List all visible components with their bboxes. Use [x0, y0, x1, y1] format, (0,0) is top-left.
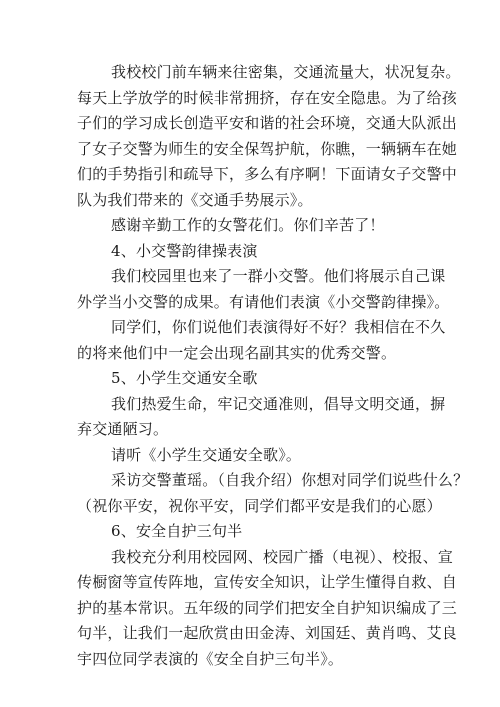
text-line: 传橱窗等宣传阵地，宣传安全知识，让学生懂得自救、自 — [77, 573, 458, 591]
text-line: 我校充分利用校园网、校园广播（电视）、校报、宣 — [111, 547, 454, 566]
text-line: 5、小学生交通安全歌 — [111, 369, 258, 387]
text-line: 请听《小学生交通安全歌》。 — [111, 445, 302, 464]
text-line: 6、安全自护三句半 — [111, 522, 243, 540]
text-line: 护的基本常识。五年级的同学们把安全自护知识编成了三 — [77, 598, 458, 617]
text-line: 弃交通陋习。 — [77, 420, 169, 438]
text-line: 宇四位同学表演的《安全自护三句半》。 — [77, 649, 344, 668]
text-line: 的将来他们中一定会出现名副其实的优秀交警。 — [77, 343, 397, 362]
text-line: 感谢辛勤工作的女警花们。你们辛苦了！ — [111, 216, 385, 234]
text-line: （祝你平安，祝你平安，同学们都平安是我们的心愿） — [77, 496, 442, 515]
text-line: 们的手势指引和疏导下，多么有序啊！下面请女子交警中 — [77, 165, 458, 183]
text-line: 子们的学习成长创造平安和谐的社会环境，交通大队派出 — [77, 114, 458, 132]
text-line: 采访交警董瑶。（自我介绍）你想对同学们说些什么？ — [111, 471, 469, 489]
text-line: 我们校园里也来了一群小交警。他们将展示自己课 — [111, 267, 446, 285]
text-line: 每天上学放学的时候非常拥挤，存在安全隐患。为了给孩 — [77, 88, 458, 107]
text-line: 同学们，你们说他们表演得好不好？我相信在不久 — [111, 318, 446, 336]
text-line: 4、小交警韵律操表演 — [111, 241, 258, 260]
text-line: 我校校门前车辆来往密集，交通流量大，状况复杂。 — [111, 63, 461, 81]
text-line: 我们热爱生命，牢记交通准则，倡导文明交通，摒 — [111, 394, 446, 413]
text-line: 外学当小交警的成果。有请他们表演《小交警韵律操》。 — [77, 292, 450, 311]
text-line: 队为我们带来的《交通手势展示》。 — [77, 190, 313, 209]
text-line: 了女子交警为师生的安全保驾护航，你瞧，一辆辆车在她 — [77, 139, 458, 158]
text-line: 句半，让我们一起欣赏由田金涛、刘国廷、黄肖鸣、艾良 — [77, 624, 458, 642]
document-body — [77, 60, 469, 672]
